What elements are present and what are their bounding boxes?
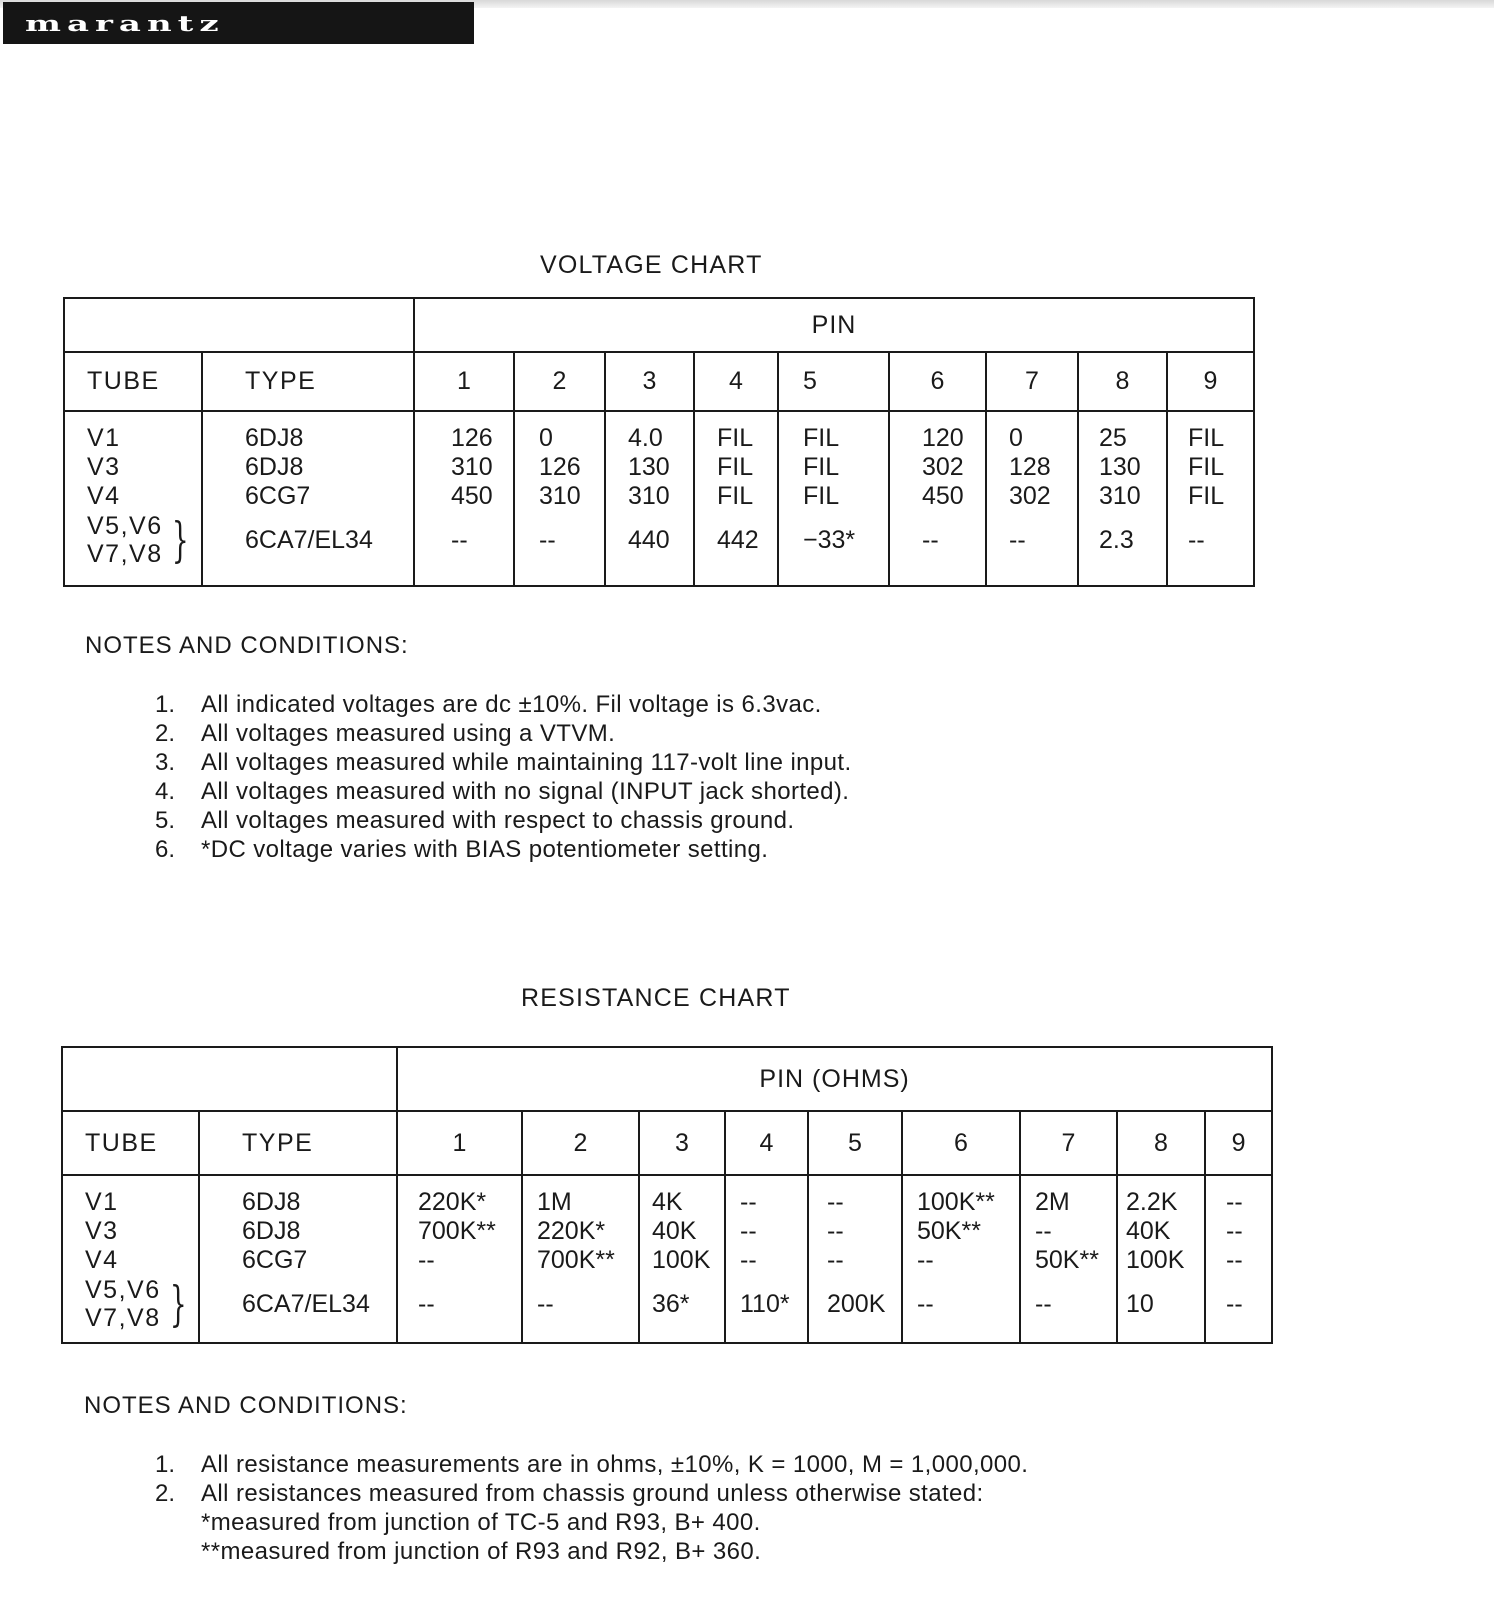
cell-value: 100K** bbox=[917, 1188, 995, 1216]
table-row-tube: V3 bbox=[85, 1217, 119, 1245]
voltage-pin-6-cell bbox=[889, 411, 986, 586]
resistance-pin-header-row bbox=[62, 1047, 1272, 1111]
cell-value: -- bbox=[418, 1290, 435, 1318]
cell-value: FIL bbox=[1188, 424, 1225, 452]
note-text: All resistance measurements are in ohms, ±10%, K = 1000, M = 1,000,000. bbox=[201, 1451, 1029, 1478]
voltage-pin-9-cell bbox=[1167, 411, 1254, 586]
resistance-col-pin-7: 7 bbox=[1020, 1111, 1117, 1175]
note-number: 6. bbox=[154, 836, 175, 863]
resistance-pin-7-cell bbox=[1020, 1175, 1117, 1343]
table-row-tube: V1 bbox=[85, 1188, 119, 1216]
cell-value: -- bbox=[827, 1217, 844, 1245]
list-item bbox=[118, 806, 852, 835]
resistance-pin-8-cell bbox=[1117, 1175, 1205, 1343]
note-text: All voltages measured while maintaining 117-volt line input. bbox=[201, 749, 852, 776]
cell-value: -- bbox=[451, 526, 468, 554]
cell-value: 220K* bbox=[418, 1188, 487, 1216]
resistance-pin-3-cell bbox=[639, 1175, 725, 1343]
note-text-group bbox=[201, 1479, 984, 1566]
note-number: 5. bbox=[154, 807, 175, 834]
table-row-type: 6DJ8 bbox=[242, 1188, 301, 1216]
cell-value: FIL bbox=[717, 453, 754, 481]
cell-value: 0 bbox=[1009, 424, 1023, 452]
cell-value: 310 bbox=[539, 482, 581, 510]
resistance-notes-heading: NOTES AND CONDITIONS: bbox=[84, 1392, 408, 1419]
cell-value: -- bbox=[922, 526, 939, 554]
cell-value: 450 bbox=[451, 482, 493, 510]
resistance-pin-9-cell bbox=[1205, 1175, 1272, 1343]
resistance-col-pin-5: 5 bbox=[808, 1111, 902, 1175]
cell-value: -- bbox=[917, 1290, 934, 1318]
cell-value: -- bbox=[539, 526, 556, 554]
cell-value: 40K bbox=[652, 1217, 697, 1245]
cell-value: -- bbox=[740, 1188, 757, 1216]
cell-value: 50K** bbox=[917, 1217, 981, 1245]
resistance-col-pin-9: 9 bbox=[1205, 1111, 1272, 1175]
list-item bbox=[118, 1450, 1028, 1479]
note-text: All indicated voltages are dc ±10%. Fil voltage is 6.3vac. bbox=[201, 691, 822, 718]
table-row-type: 6CA7/EL34 bbox=[242, 1290, 370, 1318]
list-item bbox=[118, 690, 852, 719]
cell-value: -- bbox=[1188, 526, 1205, 554]
cell-value: -- bbox=[740, 1246, 757, 1274]
table-row-tube: V5,V6 bbox=[85, 1276, 161, 1304]
cell-value: 128 bbox=[1009, 453, 1051, 481]
tube-group bbox=[85, 1276, 198, 1332]
resistance-col-pin-2: 2 bbox=[522, 1111, 639, 1175]
cell-value: 2.3 bbox=[1099, 526, 1134, 554]
cell-value: 0 bbox=[539, 424, 553, 452]
voltage-pin-7-cell bbox=[986, 411, 1078, 586]
cell-value: -- bbox=[1226, 1188, 1243, 1216]
cell-value: -- bbox=[537, 1290, 554, 1318]
resistance-chart-title: RESISTANCE CHART bbox=[521, 984, 791, 1012]
cell-value: 126 bbox=[451, 424, 493, 452]
cell-value: 302 bbox=[1009, 482, 1051, 510]
voltage-blank-cell bbox=[64, 298, 414, 352]
note-number: 4. bbox=[154, 778, 175, 805]
resistance-type-cell bbox=[199, 1175, 397, 1343]
table-row-tube: V7,V8 bbox=[87, 540, 163, 568]
resistance-col-tube: TUBE bbox=[62, 1111, 199, 1175]
voltage-col-pin-3: 3 bbox=[605, 352, 694, 411]
list-item bbox=[118, 1479, 1028, 1566]
cell-value: 700K** bbox=[537, 1246, 615, 1274]
resistance-notes-list bbox=[118, 1450, 1028, 1566]
cell-value: 100K bbox=[652, 1246, 711, 1274]
table-row-tube: V1 bbox=[87, 424, 121, 452]
cell-value: 4K bbox=[652, 1188, 683, 1216]
voltage-notes-list bbox=[118, 690, 852, 864]
note-subtext: **measured from junction of R93 and R92, B+ 360. bbox=[201, 1538, 762, 1565]
resistance-pin-2-cell bbox=[522, 1175, 639, 1343]
resistance-data-row bbox=[62, 1175, 1272, 1343]
cell-value: -- bbox=[1035, 1290, 1052, 1318]
cell-value: 442 bbox=[717, 526, 759, 554]
note-number: 1. bbox=[154, 691, 175, 718]
cell-value: -- bbox=[1226, 1290, 1243, 1318]
list-item bbox=[118, 748, 852, 777]
cell-value: 310 bbox=[451, 453, 493, 481]
voltage-pin-4-cell bbox=[694, 411, 778, 586]
cell-value: -- bbox=[827, 1188, 844, 1216]
cell-value: FIL bbox=[803, 482, 840, 510]
resistance-column-header-row bbox=[62, 1111, 1272, 1175]
voltage-pin-8-cell bbox=[1078, 411, 1167, 586]
cell-value: -- bbox=[740, 1217, 757, 1245]
voltage-col-pin-4: 4 bbox=[694, 352, 778, 411]
note-number: 2. bbox=[154, 720, 175, 747]
table-row-tube: V7,V8 bbox=[85, 1304, 161, 1332]
table-row-type: 6DJ8 bbox=[245, 424, 304, 452]
note-text: All voltages measured with respect to chassis ground. bbox=[201, 807, 795, 834]
cell-value: 36* bbox=[652, 1290, 690, 1318]
cell-value: -- bbox=[827, 1246, 844, 1274]
resistance-col-type: TYPE bbox=[199, 1111, 397, 1175]
note-number: 2. bbox=[154, 1480, 175, 1507]
cell-value: 100K bbox=[1126, 1246, 1185, 1274]
cell-value: 310 bbox=[628, 482, 670, 510]
cell-value: 40K bbox=[1126, 1217, 1171, 1245]
voltage-col-pin-8: 8 bbox=[1078, 352, 1167, 411]
brace-glyph: } bbox=[171, 512, 189, 568]
voltage-col-pin-1: 1 bbox=[414, 352, 514, 411]
cell-value: 310 bbox=[1099, 482, 1141, 510]
list-item bbox=[118, 777, 852, 806]
cell-value: 50K** bbox=[1035, 1246, 1099, 1274]
cell-value: 1M bbox=[537, 1188, 572, 1216]
table-row-type: 6CA7/EL34 bbox=[245, 526, 373, 554]
voltage-col-pin-5: 5 bbox=[778, 352, 889, 411]
resistance-col-pin-6: 6 bbox=[902, 1111, 1020, 1175]
cell-value: 120 bbox=[922, 424, 964, 452]
cell-value: FIL bbox=[1188, 453, 1225, 481]
note-text: All voltages measured using a VTVM. bbox=[201, 720, 616, 747]
cell-value: 10 bbox=[1126, 1290, 1154, 1318]
voltage-col-pin-2: 2 bbox=[514, 352, 605, 411]
resistance-blank-cell bbox=[62, 1047, 397, 1111]
resistance-tube-cell bbox=[62, 1175, 199, 1343]
note-text: All resistances measured from chassis ground unless otherwise stated: bbox=[201, 1480, 984, 1507]
voltage-pin-5-cell bbox=[778, 411, 889, 586]
cell-value: 126 bbox=[539, 453, 581, 481]
cell-value: FIL bbox=[1188, 482, 1225, 510]
resistance-pin-header: PIN (OHMS) bbox=[397, 1047, 1272, 1111]
cell-value: FIL bbox=[803, 424, 840, 452]
voltage-pin-header: PIN bbox=[414, 298, 1254, 352]
brand-logo bbox=[3, 2, 474, 44]
cell-value: FIL bbox=[717, 482, 754, 510]
voltage-notes-heading: NOTES AND CONDITIONS: bbox=[85, 632, 409, 659]
voltage-col-tube: TUBE bbox=[64, 352, 202, 411]
voltage-col-type: TYPE bbox=[202, 352, 414, 411]
cell-value: -- bbox=[1226, 1246, 1243, 1274]
list-item bbox=[118, 719, 852, 748]
cell-value: 200K bbox=[827, 1290, 886, 1318]
note-number: 3. bbox=[154, 749, 175, 776]
note-text: *DC voltage varies with BIAS potentiometer setting. bbox=[201, 836, 769, 863]
cell-value: -- bbox=[917, 1246, 934, 1274]
cell-value: 2.2K bbox=[1126, 1188, 1178, 1216]
voltage-pin-2-cell bbox=[514, 411, 605, 586]
table-row-type: 6DJ8 bbox=[245, 453, 304, 481]
resistance-col-pin-8: 8 bbox=[1117, 1111, 1205, 1175]
brand-logo-text: marantz bbox=[25, 11, 225, 37]
cell-value: 2M bbox=[1035, 1188, 1070, 1216]
resistance-pin-1-cell bbox=[397, 1175, 522, 1343]
cell-value: -- bbox=[1226, 1217, 1243, 1245]
resistance-col-pin-3: 3 bbox=[639, 1111, 725, 1175]
voltage-pin-1-cell bbox=[414, 411, 514, 586]
table-row-type: 6CG7 bbox=[245, 482, 311, 510]
voltage-chart-title: VOLTAGE CHART bbox=[540, 251, 763, 279]
note-subtext: *measured from junction of TC-5 and R93, B+ 400. bbox=[201, 1509, 761, 1536]
resistance-chart-table bbox=[61, 1046, 1273, 1344]
cell-value: 450 bbox=[922, 482, 964, 510]
voltage-column-header-row bbox=[64, 352, 1254, 411]
resistance-col-pin-1: 1 bbox=[397, 1111, 522, 1175]
voltage-data-row bbox=[64, 411, 1254, 586]
table-row-type: 6CG7 bbox=[242, 1246, 308, 1274]
resistance-pin-4-cell bbox=[725, 1175, 808, 1343]
cell-value: -- bbox=[1009, 526, 1026, 554]
cell-value: −33* bbox=[803, 526, 856, 554]
cell-value: FIL bbox=[717, 424, 754, 452]
cell-value: 25 bbox=[1099, 424, 1127, 452]
cell-value: FIL bbox=[803, 453, 840, 481]
cell-value: 302 bbox=[922, 453, 964, 481]
voltage-tube-cell bbox=[64, 411, 202, 586]
cell-value: 130 bbox=[1099, 453, 1141, 481]
cell-value: 440 bbox=[628, 526, 670, 554]
table-row-tube: V5,V6 bbox=[87, 512, 163, 540]
voltage-pin-header-row bbox=[64, 298, 1254, 352]
voltage-col-pin-9: 9 bbox=[1167, 352, 1254, 411]
table-row-type: 6DJ8 bbox=[242, 1217, 301, 1245]
cell-value: -- bbox=[418, 1246, 435, 1274]
resistance-pin-5-cell bbox=[808, 1175, 902, 1343]
voltage-col-pin-7: 7 bbox=[986, 352, 1078, 411]
resistance-col-pin-4: 4 bbox=[725, 1111, 808, 1175]
table-row-tube: V4 bbox=[87, 482, 121, 510]
voltage-col-pin-6: 6 bbox=[889, 352, 986, 411]
list-item bbox=[118, 835, 852, 864]
voltage-type-cell bbox=[202, 411, 414, 586]
note-text: All voltages measured with no signal (INPUT jack shorted). bbox=[201, 778, 850, 805]
note-number: 1. bbox=[154, 1451, 175, 1478]
cell-value: 700K** bbox=[418, 1217, 496, 1245]
tube-group bbox=[87, 512, 201, 568]
cell-value: -- bbox=[1035, 1217, 1052, 1245]
voltage-pin-3-cell bbox=[605, 411, 694, 586]
cell-value: 4.0 bbox=[628, 424, 663, 452]
table-row-tube: V3 bbox=[87, 453, 121, 481]
voltage-chart-table bbox=[63, 297, 1255, 587]
table-row-tube: V4 bbox=[85, 1246, 119, 1274]
cell-value: 130 bbox=[628, 453, 670, 481]
cell-value: 110* bbox=[740, 1290, 790, 1318]
resistance-pin-6-cell bbox=[902, 1175, 1020, 1343]
cell-value: 220K* bbox=[537, 1217, 606, 1245]
brace-glyph: } bbox=[169, 1276, 187, 1332]
